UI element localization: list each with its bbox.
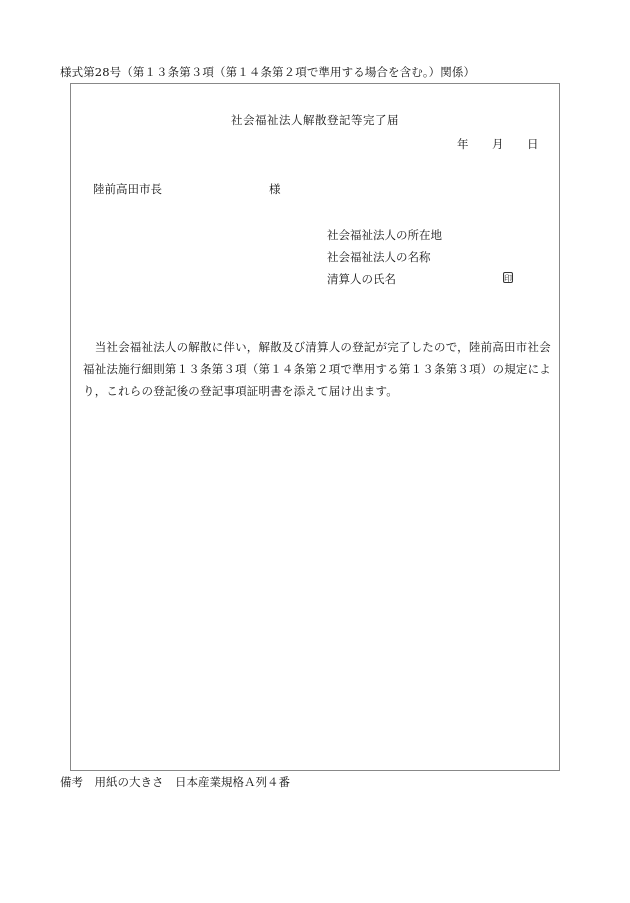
form-frame [70, 83, 560, 771]
body-text [83, 336, 551, 402]
applicant-block [327, 224, 442, 290]
footnote-paper-size: 備考 用紙の大きさ 日本産業規格Ａ列４番 [60, 775, 290, 789]
document-title: 社会福祉法人解散登記等完了届 [231, 113, 399, 127]
body-line: り，これらの登記後の登記事項証明書を添えて届け出ます。 [83, 384, 398, 398]
date-year-label: 年 [457, 137, 469, 151]
date-month-label: 月 [492, 137, 504, 151]
body-line: 当社会福祉法人の解散に伴い，解散及び清算人の登記が完了したので，陸前高田市社会 [83, 340, 551, 354]
addressee: 陸前高田市長 [93, 182, 162, 196]
applicant-name-label: 社会福祉法人の名称 [327, 250, 431, 264]
liquidator-name-label: 清算人の氏名 [327, 272, 396, 286]
seal-mark: 印 [504, 274, 512, 283]
applicant-address-label: 社会福祉法人の所在地 [327, 228, 442, 242]
body-line: 福祉法施行細則第１３条第３項（第１４条第２項で準用する第１３条第３項）の規定によ [83, 362, 551, 376]
form-number-label: 様式第28号（第１３条第３項（第１４条第２項で準用する場合を含む。）関係） [60, 65, 476, 79]
date-day-label: 日 [527, 137, 539, 151]
honorific: 様 [269, 182, 281, 196]
